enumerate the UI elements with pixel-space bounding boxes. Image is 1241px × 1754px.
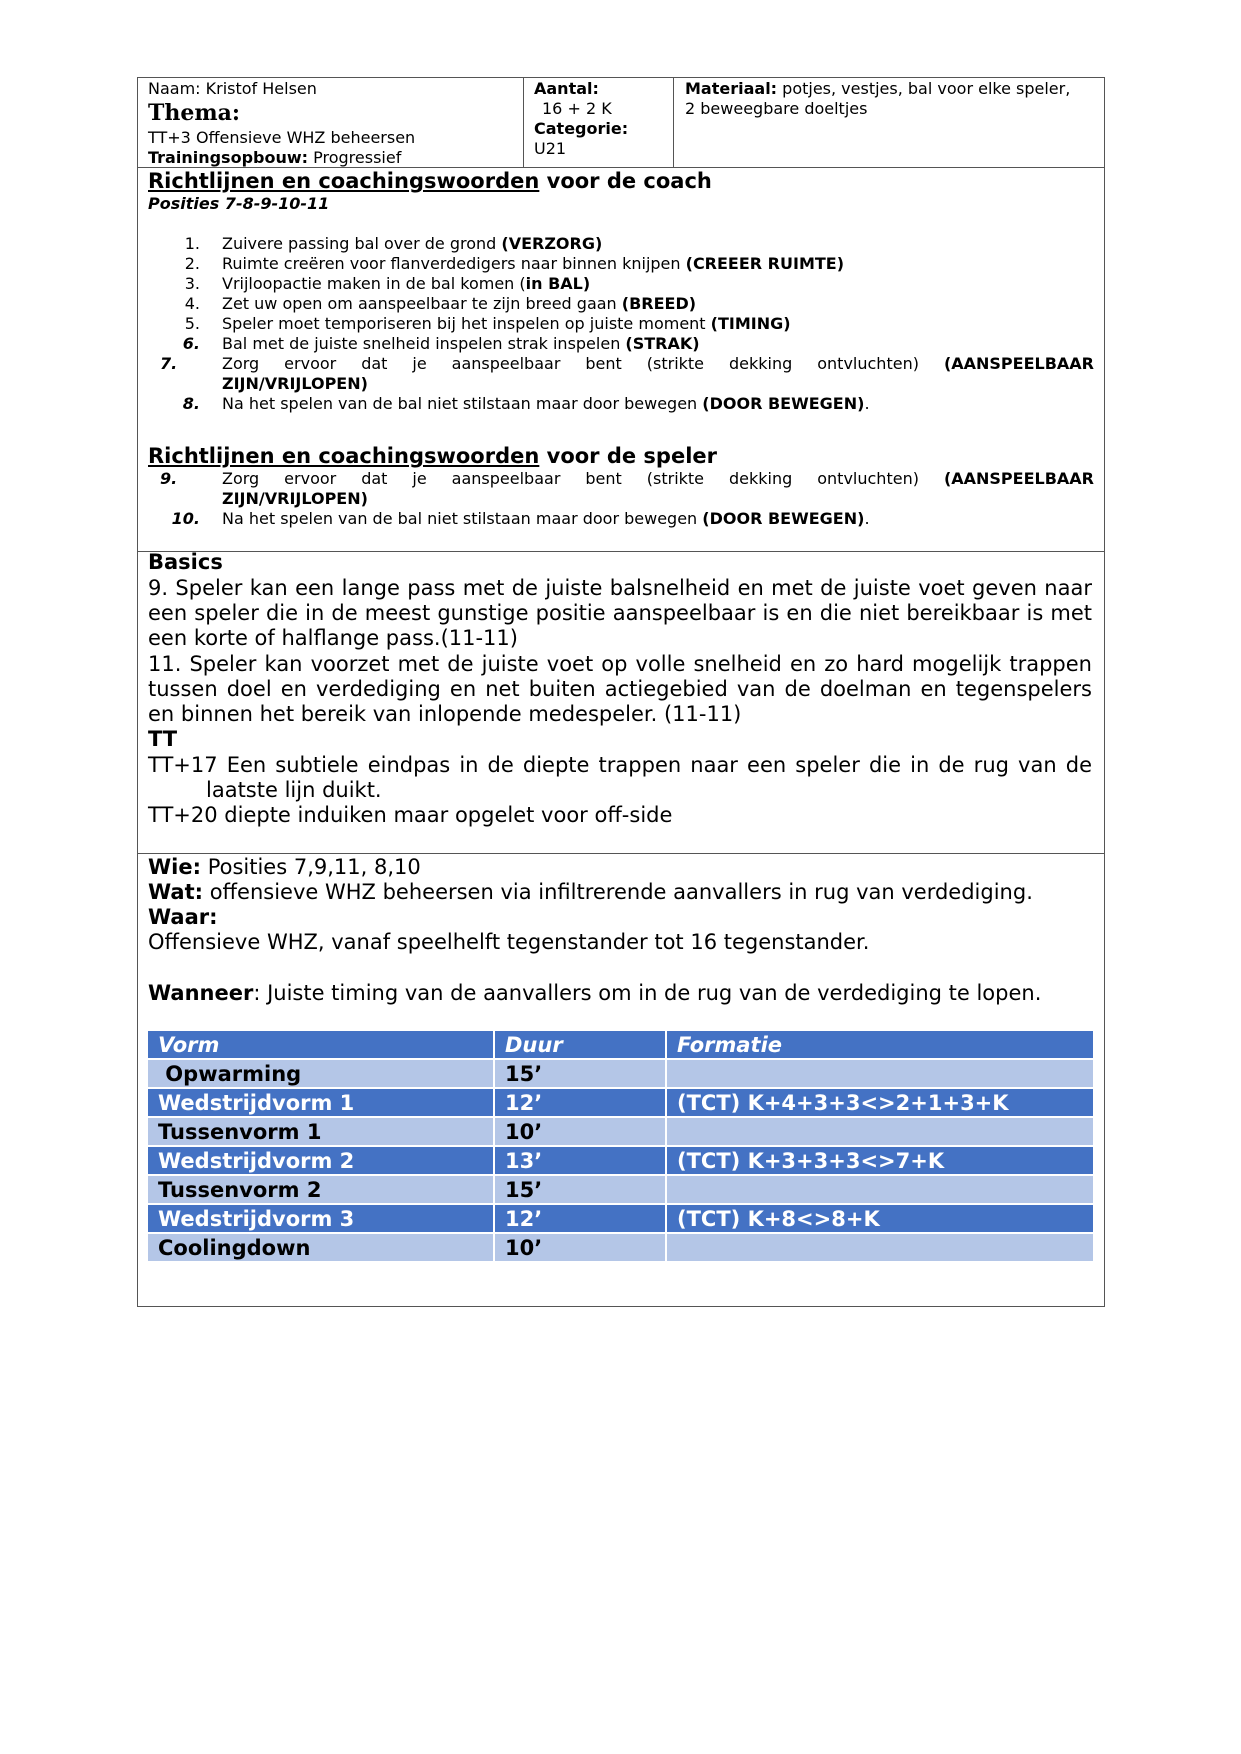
list-item-keyword: (AANSPEELBAAR — [943, 469, 1094, 488]
wat-value: offensieve WHZ beheersen via infiltrerende aanvallers in rug van verdediging. — [203, 880, 1033, 904]
cell-duur: 10’ — [494, 1117, 666, 1146]
speler-title-underlined: Richtlijnen en coachingswoorden — [148, 444, 540, 468]
list-item-number: 1. — [184, 234, 200, 253]
list-item-keyword: (VERZORG) — [501, 234, 603, 253]
list-item-number: 6. — [182, 334, 200, 353]
list-item-keyword: (STRAK) — [625, 334, 700, 353]
list-item — [184, 254, 845, 274]
wanneer-label: Wanneer — [148, 981, 254, 1005]
opbouw-value: Progressief — [308, 148, 402, 167]
list-item-keyword-continued: ZIJN/VRIJLOPEN) — [222, 374, 368, 393]
divider — [673, 78, 674, 167]
list-item-number: 4. — [184, 294, 200, 313]
cell-vorm: Wedstrijdvorm 1 — [148, 1088, 494, 1117]
cell-vorm: Wedstrijdvorm 2 — [148, 1146, 494, 1175]
trainingsopbouw — [148, 148, 401, 168]
list-item — [184, 234, 603, 254]
table-row — [148, 1146, 1093, 1175]
table-row — [148, 1204, 1093, 1233]
header-vorm: Vorm — [148, 1031, 494, 1059]
cell-vorm: Opwarming — [148, 1059, 494, 1088]
list-item-tail: . — [864, 509, 870, 528]
cell-duur: 12’ — [494, 1204, 666, 1233]
coach-title-underlined: Richtlijnen en coachingswoorden — [148, 169, 540, 193]
divider — [138, 551, 1104, 552]
list-item-text: Bal met de juiste snelheid inspelen strak inspelen — [222, 334, 626, 353]
cell-duur: 15’ — [494, 1175, 666, 1204]
cell-formatie — [666, 1117, 1093, 1146]
cell-duur: 15’ — [494, 1059, 666, 1088]
schedule-table — [148, 1031, 1093, 1263]
list-item-text: Na het spelen van de bal niet stilstaan maar door bewegen — [222, 394, 703, 413]
tt17-line2: laatste lijn duikt. — [206, 778, 382, 802]
aantal-label: Aantal: — [534, 79, 599, 98]
list-item-keyword-continued: ZIJN/VRIJLOPEN) — [222, 489, 368, 508]
basics-title: Basics — [148, 550, 223, 574]
list-item-keyword: (TIMING) — [710, 314, 791, 333]
divider — [138, 853, 1104, 854]
table-row — [148, 1088, 1093, 1117]
list-item-number: 8. — [182, 394, 200, 413]
list-item-text: Na het spelen van de bal niet stilstaan maar door bewegen — [222, 509, 703, 528]
opbouw-label: Trainingsopbouw: — [148, 148, 309, 167]
wie-label: Wie: — [148, 855, 202, 879]
table-row — [148, 1233, 1093, 1262]
list-item-text: Zuivere passing bal over de grond — [222, 234, 502, 253]
cell-vorm: Wedstrijdvorm 3 — [148, 1204, 494, 1233]
cell-vorm: Tussenvorm 1 — [148, 1117, 494, 1146]
list-item-keyword: (DOOR BEWEGEN) — [702, 394, 865, 413]
list-item-number: 10. — [171, 509, 200, 528]
cell-formatie: (TCT) K+3+3+3<>7+K — [666, 1146, 1093, 1175]
cell-duur: 12’ — [494, 1088, 666, 1117]
basics-paragraph-9: 9. Speler kan een lange pass met de juiste balsnelheid en met de juiste voet geven naar een speler die in de meest gunstige positie aanspeelbaar is en die niet bereikbaar is met een korte of halflange pass.(11-11) — [148, 576, 1092, 650]
cell-vorm: Coolingdown — [148, 1233, 494, 1262]
aantal-value: 16 + 2 K — [542, 99, 612, 118]
speler-section-title — [148, 444, 717, 469]
cell-formatie — [666, 1059, 1093, 1088]
list-item-text: Zet uw open om aanspeelbaar te zijn breed gaan — [222, 294, 622, 313]
table-row — [148, 1059, 1093, 1088]
cell-duur: 13’ — [494, 1146, 666, 1175]
cell-vorm: Tussenvorm 2 — [148, 1175, 494, 1204]
materiaal-line1: potjes, vestjes, bal voor elke speler, — [777, 79, 1071, 98]
list-item-number: 3. — [184, 274, 200, 293]
tt-title: TT — [148, 727, 178, 751]
list-item-keyword: (AANSPEELBAAR — [943, 354, 1094, 373]
coach-title-rest: voor de coach — [539, 169, 712, 193]
schedule-header-row — [148, 1031, 1093, 1059]
wie — [148, 855, 421, 880]
cell-formatie — [666, 1175, 1093, 1204]
list-item-keyword: (CREEER RUIMTE) — [685, 254, 845, 273]
list-item-number: 9. — [160, 469, 178, 488]
divider — [523, 78, 524, 167]
basics-paragraph-11: 11. Speler kan voorzet met de juiste voet op volle snelheid en zo hard mogelijk trappen tussen doel en verdediging en net buiten actiegebied van de doelman en tegenspelers en binnen het bereik van inlopende medespeler. (11-11) — [148, 652, 1092, 726]
wie-value: Posities 7,9,11, 8,10 — [201, 855, 421, 879]
list-item-number: 7. — [160, 354, 178, 373]
list-item-text: Ruimte creëren voor flanverdedigers naar binnen knijpen — [222, 254, 686, 273]
coach-section-title — [148, 169, 712, 194]
waar-value: Offensieve WHZ, vanaf speelhelft tegenstander tot 16 tegenstander. — [148, 930, 870, 954]
list-item — [160, 354, 1094, 374]
wanneer — [148, 981, 1041, 1006]
naam-label: Naam: Kristof Helsen — [148, 79, 317, 98]
categorie-label: Categorie: — [534, 119, 629, 138]
list-item — [171, 509, 870, 529]
list-item-keyword: (BREED) — [621, 294, 697, 313]
cell-duur: 10’ — [494, 1233, 666, 1262]
table-row — [148, 1175, 1093, 1204]
cell-formatie: (TCT) K+8<>8+K — [666, 1204, 1093, 1233]
list-item-keyword: (DOOR BEWEGEN) — [702, 509, 865, 528]
list-item-text: Vrijloopactie maken in de bal komen ( — [222, 274, 526, 293]
list-item-text: Zorg ervoor dat je aanspeelbaar bent (strikte dekking ontvluchten) — [222, 354, 919, 373]
header-duur: Duur — [494, 1031, 666, 1059]
thema-value: TT+3 Offensieve WHZ beheersen — [148, 128, 416, 147]
waar-label: Waar: — [148, 905, 218, 929]
cell-formatie: (TCT) K+4+3+3<>2+1+3+K — [666, 1088, 1093, 1117]
wat-label: Wat: — [148, 880, 204, 904]
list-item — [182, 394, 870, 414]
list-item — [184, 294, 697, 314]
list-item-keyword: in BAL) — [525, 274, 591, 293]
list-item-number: 2. — [184, 254, 200, 273]
speler-title-rest: voor de speler — [539, 444, 718, 468]
materiaal — [685, 79, 1070, 99]
tt20: TT+20 diepte induiken maar opgelet voor off-side — [148, 803, 673, 827]
wat — [148, 880, 1033, 905]
materiaal-line2: 2 beweegbare doeltjes — [685, 99, 868, 118]
table-row — [148, 1117, 1093, 1146]
list-item-tail: . — [864, 394, 870, 413]
posities: Posities 7-8-9-10-11 — [148, 194, 330, 213]
list-item — [184, 274, 591, 294]
materiaal-label: Materiaal: — [685, 79, 778, 98]
list-item-number: 5. — [184, 314, 200, 333]
cell-formatie — [666, 1233, 1093, 1262]
list-item — [160, 469, 1094, 489]
tt17-line1: TT+17 Een subtiele eindpas in de diepte trappen naar een speler die in de rug van de — [148, 753, 1092, 777]
list-item — [182, 334, 700, 354]
list-item — [184, 314, 791, 334]
list-item-text: Zorg ervoor dat je aanspeelbaar bent (strikte dekking ontvluchten) — [222, 469, 919, 488]
wanneer-value: : Juiste timing van de aanvallers om in de rug van de verdediging te lopen. — [253, 981, 1042, 1005]
list-item-text: Speler moet temporiseren bij het inspelen op juiste moment — [222, 314, 711, 333]
thema-label: Thema: — [148, 100, 241, 126]
categorie-value: U21 — [534, 139, 567, 158]
header-formatie: Formatie — [666, 1031, 1093, 1059]
